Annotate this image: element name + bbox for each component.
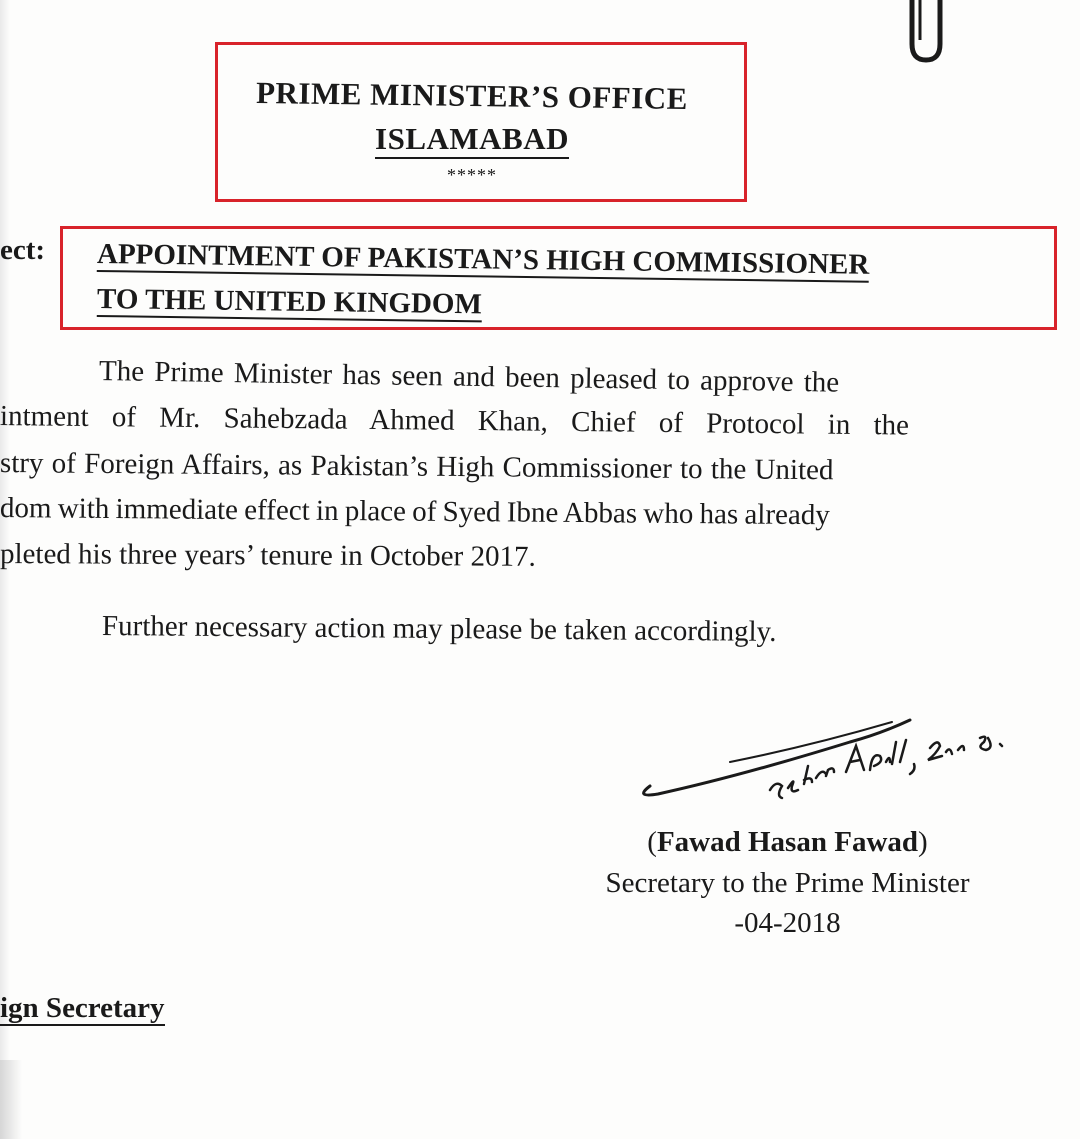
scan-smudge [0,1060,22,1139]
office-city [232,121,712,157]
paper-clip-icon [898,0,948,68]
closing-line: Further necessary action may please be taken accordingly. [101,610,777,648]
handwritten-signature [620,680,1060,810]
signer-name [560,826,1015,859]
signer-date: -04-2018 [734,907,841,939]
body-line-4: dom with immediate effect in place of Syed Ibne Abbas who has already [0,492,830,532]
signer-name-text: Fawad Hasan Fawad [656,826,919,858]
header-separator: ***** [447,165,497,185]
body-line-3: stry of Foreign Affairs, as Pakistan’s High Commissioner to the United [0,447,834,487]
signer-name-close: ) [918,826,928,858]
office-city-text: ISLAMABAD [375,121,569,159]
recipient-label [0,992,165,1025]
body-line-5: pleted his three years’ tenure in October 2017. [0,538,536,573]
signer-title: Secretary to the Prime Minister [605,867,970,899]
signer-name-open: ( [647,826,657,858]
subject-line-2 [97,283,482,321]
subject-label: ect: [0,234,46,266]
subject-line-1-text: APPOINTMENT OF PAKISTAN’S HIGH COMMISSIONER [96,238,870,281]
subject-line-2-text: TO THE UNITED KINGDOM [96,283,483,321]
body-line-1: The Prime Minister has seen and been pleased to approve the [98,355,840,399]
office-title: PRIME MINISTER’S OFFICE [255,74,689,117]
recipient-label-text: ign Secretary [0,992,165,1024]
body-line-2: intment of Mr. Sahebzada Ahmed Khan, Chief of Protocol in the [0,400,910,442]
